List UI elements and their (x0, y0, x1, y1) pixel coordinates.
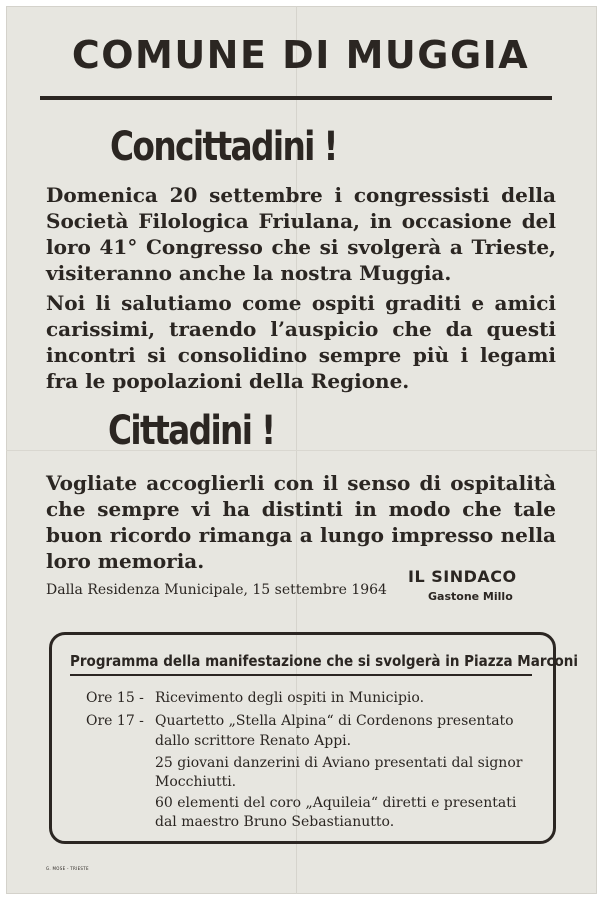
horizontal-fold-line (6, 450, 597, 451)
printer-credit: G. MOSE - TRIESTE (46, 866, 89, 871)
paragraph-line: Domenica 20 settembre i congressisti della (46, 183, 556, 207)
mayor-name: Gastone Millo (428, 590, 513, 603)
paragraph-line: che sempre vi ha distinti in modo che tale (46, 497, 556, 521)
programme-item: Ricevimento degli ospiti in Municipio. (155, 690, 425, 706)
programme-title: Programma della manifestazione che si svolgerà in Piazza Marconi (70, 652, 579, 670)
paragraph-line: incontri si consolidino sempre più i legami (46, 343, 556, 367)
paragraph-greeting (46, 290, 556, 394)
paragraph-line: Società Filologica Friulana, in occasione del (46, 209, 556, 233)
programme-time: Ore 15 - (86, 690, 144, 706)
heading-cittadini: Cittadini ! (108, 408, 275, 454)
dateline: Dalla Residenza Municipale, 15 settembre 1964 (46, 582, 387, 598)
paragraph-welcome (46, 470, 556, 574)
programme-item: dal maestro Bruno Sebastianutto. (155, 814, 395, 830)
paragraph-line: carissimi, traendo l’auspicio che da questi (46, 317, 556, 341)
paragraph-line: Vogliate accoglierli con il senso di ospitalità (46, 471, 556, 495)
programme-item: 60 elementi del coro „Aquileia“ diretti e presentati (155, 795, 517, 811)
programme-title-underline (70, 674, 532, 676)
programme-item: Mocchiutti. (155, 774, 237, 790)
paragraph-line: buon ricordo rimanga a lungo impresso nella (46, 523, 556, 547)
programme-item: dallo scrittore Renato Appi. (155, 733, 352, 749)
paragraph-line: fra le popolazioni della Regione. (46, 369, 410, 393)
paragraph-line: loro 41° Congresso che si svolgerà a Trieste, (46, 235, 556, 259)
paragraph-announcement (46, 182, 556, 286)
programme-item: Quartetto „Stella Alpina“ di Cordenons presentato (155, 713, 514, 729)
mayor-title: IL SINDACO (408, 567, 517, 586)
programme-time: Ore 17 - (86, 713, 144, 729)
title-underline (40, 96, 552, 100)
paragraph-line: visiteranno anche la nostra Muggia. (46, 261, 452, 285)
programme-item: 25 giovani danzerini di Aviano presentati dal signor (155, 755, 523, 771)
heading-concittadini: Concittadini ! (110, 124, 337, 170)
paragraph-line: loro memoria. (46, 549, 205, 573)
paragraph-line: Noi li salutiamo come ospiti graditi e amici (46, 291, 556, 315)
poster-title: COMUNE DI MUGGIA (71, 33, 530, 77)
